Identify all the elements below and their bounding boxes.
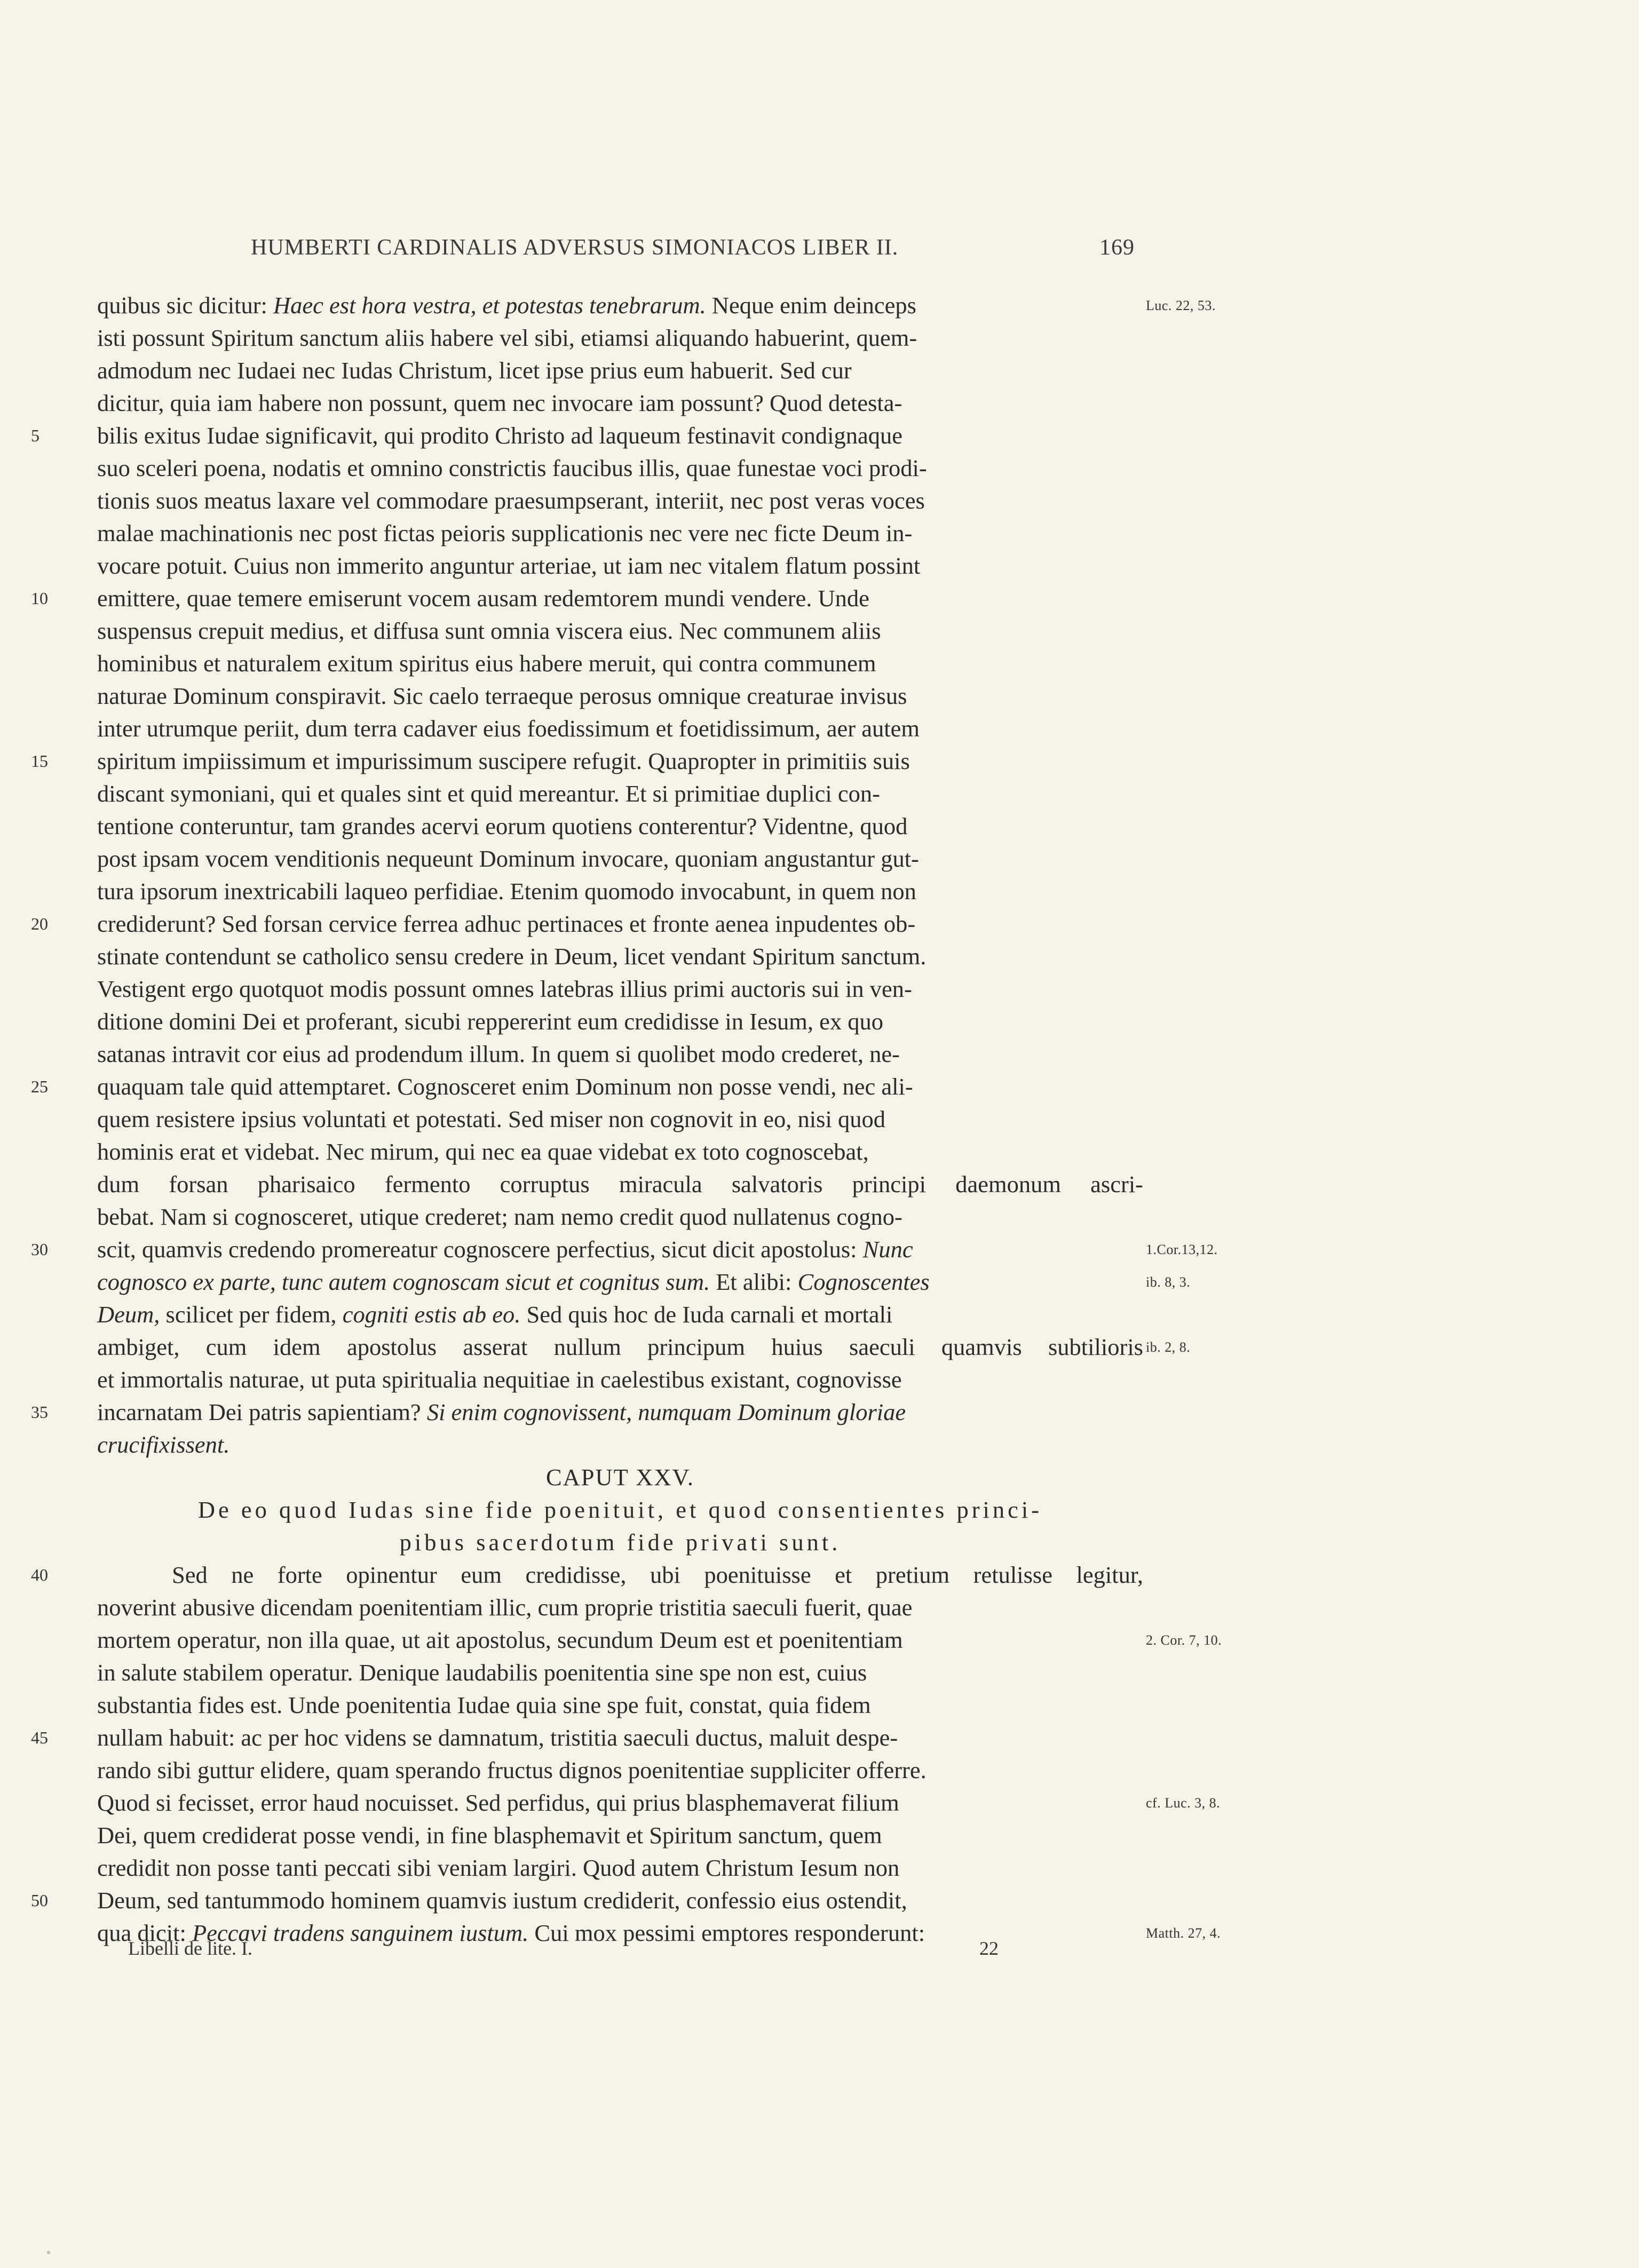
line-text: vocare potuit. Cuius non immerito anguntur arteriae, ut iam nec vitalem flatum possint bbox=[97, 552, 921, 579]
line-text: bebat. Nam si cognosceret, utique crederet; nam nemo credit quod nullatenus cogno- bbox=[97, 1203, 902, 1230]
margin-reference: 1.Cor.13,12. bbox=[1146, 1242, 1218, 1257]
body-text bbox=[31, 289, 1250, 1949]
line-text: tentione conteruntur, tam grandes acervi eorum quotiens conterentur? Videntne, quod bbox=[97, 813, 908, 839]
line-number: 45 bbox=[31, 1728, 48, 1747]
line-text: qua dicit: Peccavi tradens sanguinem iustum. Cui mox pessimi emptores responderunt: bbox=[97, 1920, 925, 1946]
line-text: De eo quod Iudas sine fide poenituit, et quod consentientes princi- bbox=[197, 1496, 1043, 1523]
line-text: spiritum impiissimum et impurissimum suscipere refugit. Quapropter in primitiis suis bbox=[97, 748, 910, 774]
line-text: crediderunt? Sed forsan cervice ferrea adhuc pertinaces et fronte aenea inpudentes ob- bbox=[97, 910, 916, 937]
line-text: Vestigent ergo quotquot modis possunt omnes latebras illius primi auctoris sui in ven- bbox=[97, 976, 912, 1002]
line-text: Deum, scilicet per fidem, cogniti estis ab eo. Sed quis hoc de Iuda carnali et mortali bbox=[97, 1301, 893, 1328]
text-line bbox=[31, 1070, 1250, 1103]
margin-reference: Matth. 27, 4. bbox=[1146, 1925, 1221, 1941]
line-text: discant symoniani, qui et quales sint et quid mereantur. Et si primitiae duplici con- bbox=[97, 780, 880, 807]
sheet-number: 22 bbox=[979, 1938, 999, 1959]
line-text: post ipsam vocem venditionis nequeunt Dominum invocare, quoniam angustantur gut- bbox=[97, 845, 919, 872]
line-text: rando sibi guttur elidere, quam sperando fructus dignos poenitentiae suppliciter offerre. bbox=[97, 1757, 927, 1783]
text-line bbox=[97, 1591, 1250, 1624]
text-line bbox=[97, 1331, 1250, 1363]
line-number: 25 bbox=[31, 1077, 48, 1096]
line-text: malae machinationis nec post fictas peioris supplicationis nec vere nec ficte Deum in- bbox=[97, 520, 913, 546]
line-text: cognosco ex parte, tunc autem cognoscam sicut et cognitus sum. Et alibi: Cognoscentes bbox=[97, 1268, 930, 1295]
text-line bbox=[31, 419, 1250, 452]
line-text: noverint abusive dicendam poenitentiam illic, cum proprie tristitia saeculi fuerit, quae bbox=[97, 1594, 913, 1621]
text-line bbox=[97, 452, 1250, 485]
line-text: hominis erat et videbat. Nec mirum, qui nec ea quae videbat ex toto cognoscebat, bbox=[97, 1138, 869, 1165]
text-line bbox=[31, 745, 1250, 778]
running-title: HUMBERTI CARDINALIS ADVERSUS SIMONIACOS LIBER II. bbox=[251, 235, 899, 260]
chapter-heading bbox=[97, 1461, 1143, 1494]
paper-speck bbox=[47, 2251, 50, 2254]
text-line bbox=[31, 1233, 1250, 1266]
line-text: scit, quamvis credendo promereatur cognoscere perfectius, sicut dicit apostolus: Nunc bbox=[97, 1236, 913, 1263]
line-number: 30 bbox=[31, 1240, 48, 1259]
margin-reference: 2. Cor. 7, 10. bbox=[1146, 1632, 1222, 1648]
text-line bbox=[97, 550, 1250, 582]
line-text: ambiget, cum idem apostolus asserat nullum principum huius saeculi quamvis subtilioris bbox=[97, 1334, 1143, 1360]
line-text: suspensus crepuit medius, et diffusa sunt omnia viscera eius. Nec communem aliis bbox=[97, 617, 881, 644]
line-text: suo sceleri poena, nodatis et omnino constrictis faucibus illis, quae funestae voci prodi- bbox=[97, 455, 927, 481]
text-line bbox=[97, 1168, 1250, 1201]
text-line bbox=[97, 778, 1250, 810]
line-text: Deum, sed tantummodo hominem quamvis iustum crediderit, confessio eius ostendit, bbox=[97, 1887, 907, 1914]
margin-reference: ib. 8, 3. bbox=[1146, 1274, 1191, 1290]
text-line bbox=[31, 908, 1250, 940]
text-line bbox=[97, 810, 1250, 843]
text-line bbox=[97, 1852, 1250, 1884]
line-text: hominibus et naturalem exitum spiritus eius habere meruit, qui contra communem bbox=[97, 650, 876, 677]
text-line bbox=[97, 485, 1250, 517]
line-number: 40 bbox=[31, 1565, 48, 1584]
page-footer bbox=[128, 1937, 1035, 1960]
text-line bbox=[97, 387, 1250, 419]
line-text: quem resistere ipsius voluntati et potestati. Sed miser non cognovit in eo, nisi quod bbox=[97, 1106, 885, 1132]
text-line bbox=[97, 1363, 1250, 1396]
line-text: credidit non posse tanti peccati sibi veniam largiri. Quod autem Christum Iesum non bbox=[97, 1854, 900, 1881]
line-number: 35 bbox=[31, 1402, 48, 1422]
line-text: Quod si fecisset, error haud nocuisset. Sed perfidus, qui prius blasphemaverat filium bbox=[97, 1789, 899, 1816]
line-text: admodum nec Iudaei nec Iudas Christum, licet ipse prius eum habuerit. Sed cur bbox=[97, 357, 852, 384]
line-number: 10 bbox=[31, 589, 48, 608]
page-number: 169 bbox=[1099, 235, 1135, 260]
text-line bbox=[97, 1005, 1250, 1038]
line-text: tionis suos meatus laxare vel commodare praesumpserant, interiit, nec post veras voces bbox=[97, 487, 925, 514]
line-number: 50 bbox=[31, 1891, 48, 1910]
line-text: pibus sacerdotum fide privati sunt. bbox=[399, 1529, 841, 1556]
line-text: dum forsan pharisaico fermento corruptus miracula salvatoris principi daemonum ascri- bbox=[97, 1171, 1143, 1198]
text-line bbox=[97, 289, 1250, 322]
text-line bbox=[97, 843, 1250, 875]
text-line bbox=[97, 1266, 1250, 1298]
chapter-subtitle bbox=[97, 1494, 1143, 1526]
text-line bbox=[97, 1038, 1250, 1070]
line-text: quibus sic dicitur: Haec est hora vestra, et potestas tenebrarum. Neque enim deinceps bbox=[97, 292, 916, 319]
text-line bbox=[97, 1298, 1250, 1331]
text-line bbox=[97, 1754, 1250, 1787]
text-line bbox=[97, 680, 1250, 712]
line-text: inter utrumque periit, dum terra cadaver eius foedissimum et foetidissimum, aer autem bbox=[97, 715, 920, 742]
line-text: naturae Dominum conspiravit. Sic caelo terraeque perosus omnique creaturae invisus bbox=[97, 683, 907, 709]
margin-reference: Luc. 22, 53. bbox=[1146, 298, 1216, 313]
text-line bbox=[31, 582, 1250, 615]
running-header bbox=[251, 235, 1135, 260]
line-text: incarnatam Dei patris sapientiam? Si enim cognovissent, numquam Dominum gloriae bbox=[97, 1399, 906, 1425]
margin-reference: ib. 2, 8. bbox=[1146, 1339, 1191, 1355]
text-line bbox=[97, 1136, 1250, 1168]
text-line bbox=[97, 647, 1250, 680]
text-line bbox=[97, 1656, 1250, 1689]
text-line bbox=[97, 1201, 1250, 1233]
line-text: quaquam tale quid attemptaret. Cognosceret enim Dominum non posse vendi, nec ali- bbox=[97, 1073, 913, 1100]
line-text: substantia fides est. Unde poenitentia Iudae quia sine spe fuit, constat, quia fidem bbox=[97, 1692, 871, 1718]
text-line bbox=[97, 940, 1250, 973]
text-line bbox=[97, 354, 1250, 387]
text-line bbox=[97, 1689, 1250, 1722]
text-line bbox=[97, 1787, 1250, 1819]
line-text: crucifixissent. bbox=[97, 1431, 230, 1458]
line-text: in salute stabilem operatur. Denique laudabilis poenitentia sine spe non est, cuius bbox=[97, 1659, 867, 1686]
margin-reference: cf. Luc. 3, 8. bbox=[1146, 1795, 1221, 1811]
line-text: Sed ne forte opinentur eum credidisse, ubi poenituisse et pretium retulisse legitur, bbox=[172, 1561, 1143, 1588]
line-text: CAPUT XXV. bbox=[545, 1464, 694, 1490]
line-text: satanas intravit cor eius ad prodendum illum. In quem si quolibet modo crederet, ne- bbox=[97, 1041, 900, 1067]
text-line bbox=[97, 973, 1250, 1005]
line-text: tura ipsorum inextricabili laqueo perfidiae. Etenim quomodo invocabunt, in quem non bbox=[97, 878, 916, 905]
text-line bbox=[97, 517, 1250, 550]
line-text: bilis exitus Iudae significavit, qui prodito Christo ad laqueum festinavit condignaque bbox=[97, 422, 903, 449]
text-line bbox=[31, 1559, 1250, 1591]
text-line bbox=[97, 1429, 1250, 1461]
text-line bbox=[97, 875, 1250, 908]
line-text: et immortalis naturae, ut puta spiritualia nequitiae in caelestibus existant, cognovisse bbox=[97, 1366, 902, 1393]
line-text: stinate contendunt se catholico sensu credere in Deum, licet vendant Spiritum sanctum. bbox=[97, 943, 927, 970]
text-line bbox=[97, 1624, 1250, 1656]
text-line bbox=[97, 1103, 1250, 1136]
line-text: ditione domini Dei et proferant, sicubi reppererint eum credidisse in Iesum, ex quo bbox=[97, 1008, 884, 1035]
line-text: isti possunt Spiritum sanctum aliis habere vel sibi, etiamsi aliquando habuerint, quem- bbox=[97, 324, 917, 351]
text-line bbox=[31, 1884, 1250, 1917]
line-number: 20 bbox=[31, 914, 48, 933]
text-line bbox=[97, 1819, 1250, 1852]
text-line bbox=[97, 322, 1250, 354]
line-text: dicitur, quia iam habere non possunt, quem nec invocare iam possunt? Quod detesta- bbox=[97, 390, 902, 416]
line-text: emittere, quae temere emiserunt vocem ausam redemtorem mundi vendere. Unde bbox=[97, 585, 869, 612]
line-text: Dei, quem crediderat posse vendi, in fine blasphemavit et Spiritum sanctum, quem bbox=[97, 1822, 882, 1849]
text-line bbox=[97, 615, 1250, 647]
line-text: nullam habuit: ac per hoc videns se damnatum, tristitia saeculi ductus, maluit despe- bbox=[97, 1724, 898, 1751]
footer-signature: Libelli de lite. I. bbox=[128, 1938, 252, 1959]
line-number: 5 bbox=[31, 426, 39, 445]
line-text: mortem operatur, non illa quae, ut ait apostolus, secundum Deum est et poenitentiam bbox=[97, 1627, 903, 1653]
text-line bbox=[97, 712, 1250, 745]
chapter-subtitle bbox=[97, 1526, 1143, 1559]
text-line bbox=[31, 1396, 1250, 1429]
text-line bbox=[31, 1722, 1250, 1754]
line-number: 15 bbox=[31, 751, 48, 771]
